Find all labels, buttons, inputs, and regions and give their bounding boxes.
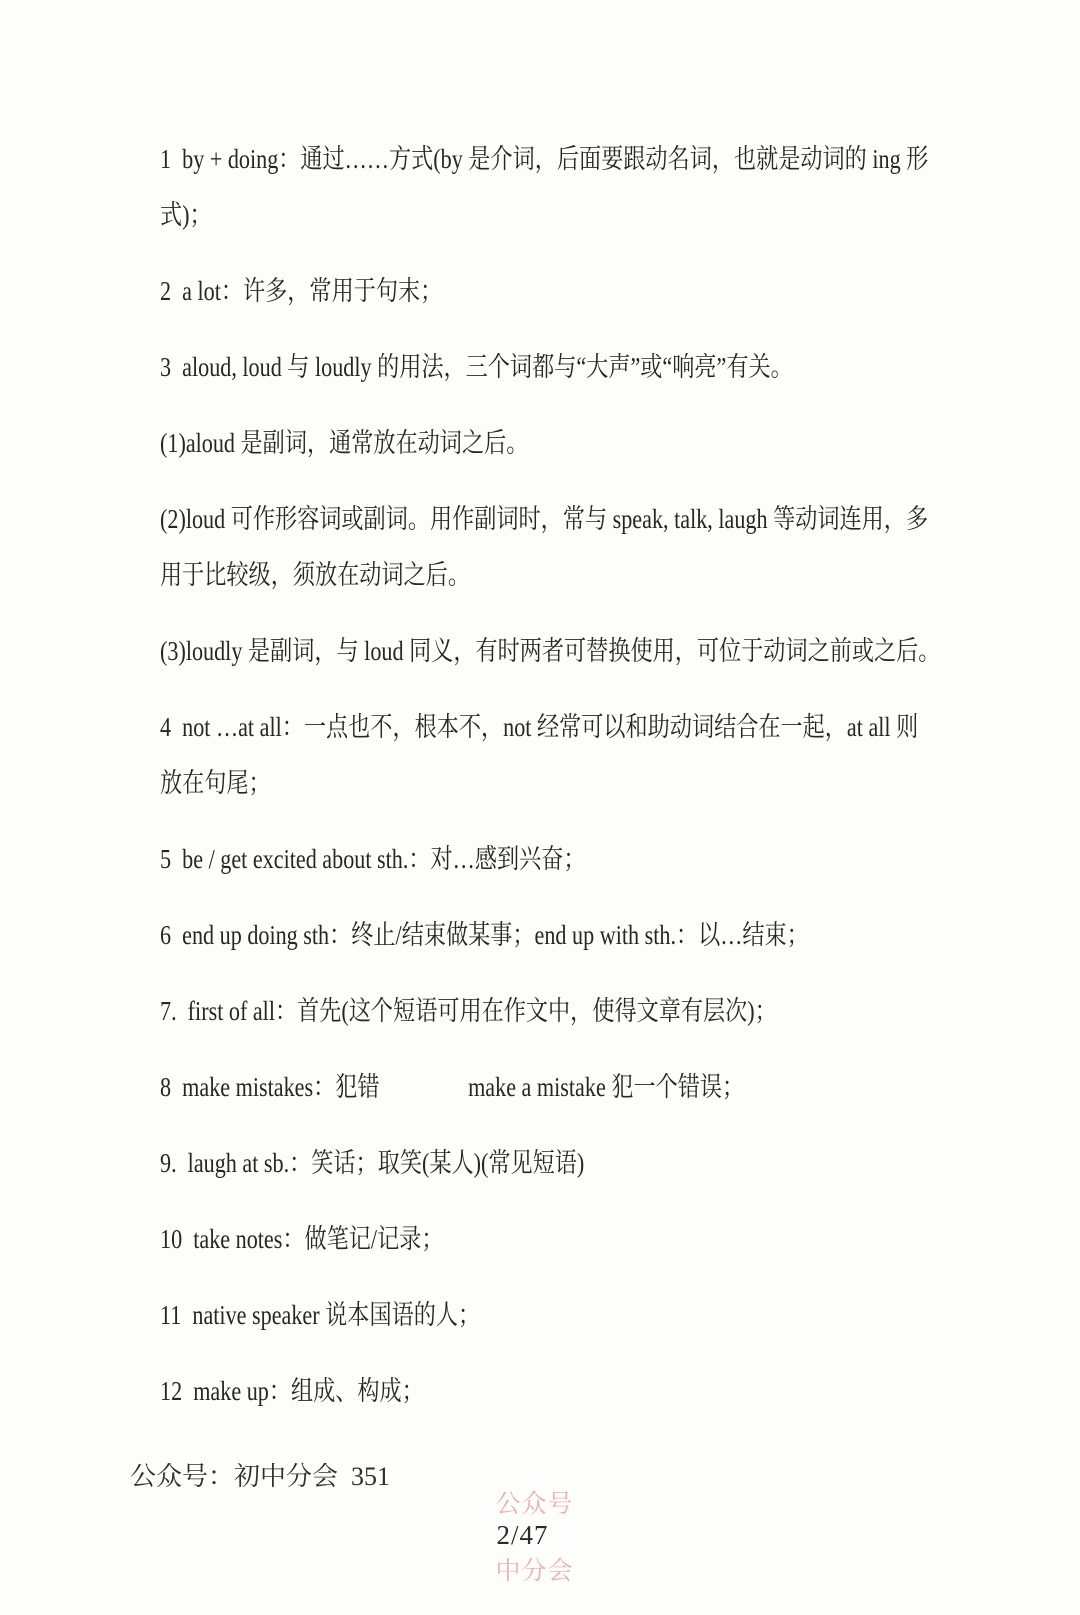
note-line: 12 make up：组成、构成； (160, 1376, 424, 1406)
note-line: 6 end up doing sth：终止/结束做某事；end up with sth.：以…结束； (160, 920, 809, 950)
note-item (160, 1363, 939, 1419)
note-item (160, 491, 939, 603)
note-item (160, 1135, 939, 1191)
notes-list (160, 131, 939, 1439)
note-item (160, 415, 939, 471)
note-line: 1 by + doing：通过……方式(by 是介词，后面要跟动名词，也就是动词的 ing 形 (160, 144, 929, 174)
note-item (160, 263, 939, 319)
note-line: 10 take notes：做笔记/记录； (160, 1224, 444, 1254)
note-line: 放在句尾； (160, 768, 271, 798)
note-item (160, 339, 939, 395)
note-line: 9. laugh at sb.：笑话；取笑(某人)(常见短语) (160, 1148, 585, 1178)
note-item (160, 623, 939, 679)
page-footer (0, 1452, 1080, 1585)
watermark-right: 中分会 (495, 1558, 574, 1585)
note-item (160, 983, 939, 1039)
note-item (160, 1211, 939, 1267)
note-line: 5 be / get excited about sth.：对…感到兴奋； (160, 844, 586, 874)
page-number: 2/47 (496, 1520, 549, 1550)
note-line: 2 a lot：许多，常用于句末； (160, 276, 443, 306)
note-item (160, 1059, 939, 1115)
note-line: 11 native speaker 说本国语的人； (160, 1300, 481, 1330)
note-line: 7. first of all：首先(这个短语可用在作文中，使得文章有层次)； (160, 996, 777, 1026)
note-line: 3 aloud, loud 与 loudly 的用法，三个词都与“大声”或“响亮”有关。 (160, 352, 793, 382)
note-line: 用于比较级，须放在动词之后。 (160, 560, 470, 590)
note-line: (2)loud 可作形容词或副词。用作副词时，常与 speak, talk, laugh 等动词连用，多 (160, 504, 929, 534)
note-item (160, 907, 939, 963)
note-item (160, 831, 939, 887)
note-item (160, 131, 939, 243)
footer-account: 公众号：初中分会 351 (130, 1462, 391, 1491)
note-line: 4 not …at all：一点也不，根本不，not 经常可以和助动词结合在一起，at all 则 (160, 712, 919, 742)
watermark-left: 公众号 (495, 1491, 574, 1518)
note-line: 8 make mistakes：犯错 make a mistake 犯一个错误； (160, 1072, 745, 1102)
note-line: (3)loudly 是副词，与 loud 同义，有时两者可替换使用，可位于动词之前或之后。 (160, 636, 941, 666)
footer-page-area (452, 1456, 574, 1615)
note-item (160, 699, 939, 811)
note-item (160, 1287, 939, 1343)
note-line: (1)aloud 是副词，通常放在动词之后。 (160, 428, 529, 458)
note-line: 式)； (160, 200, 212, 230)
